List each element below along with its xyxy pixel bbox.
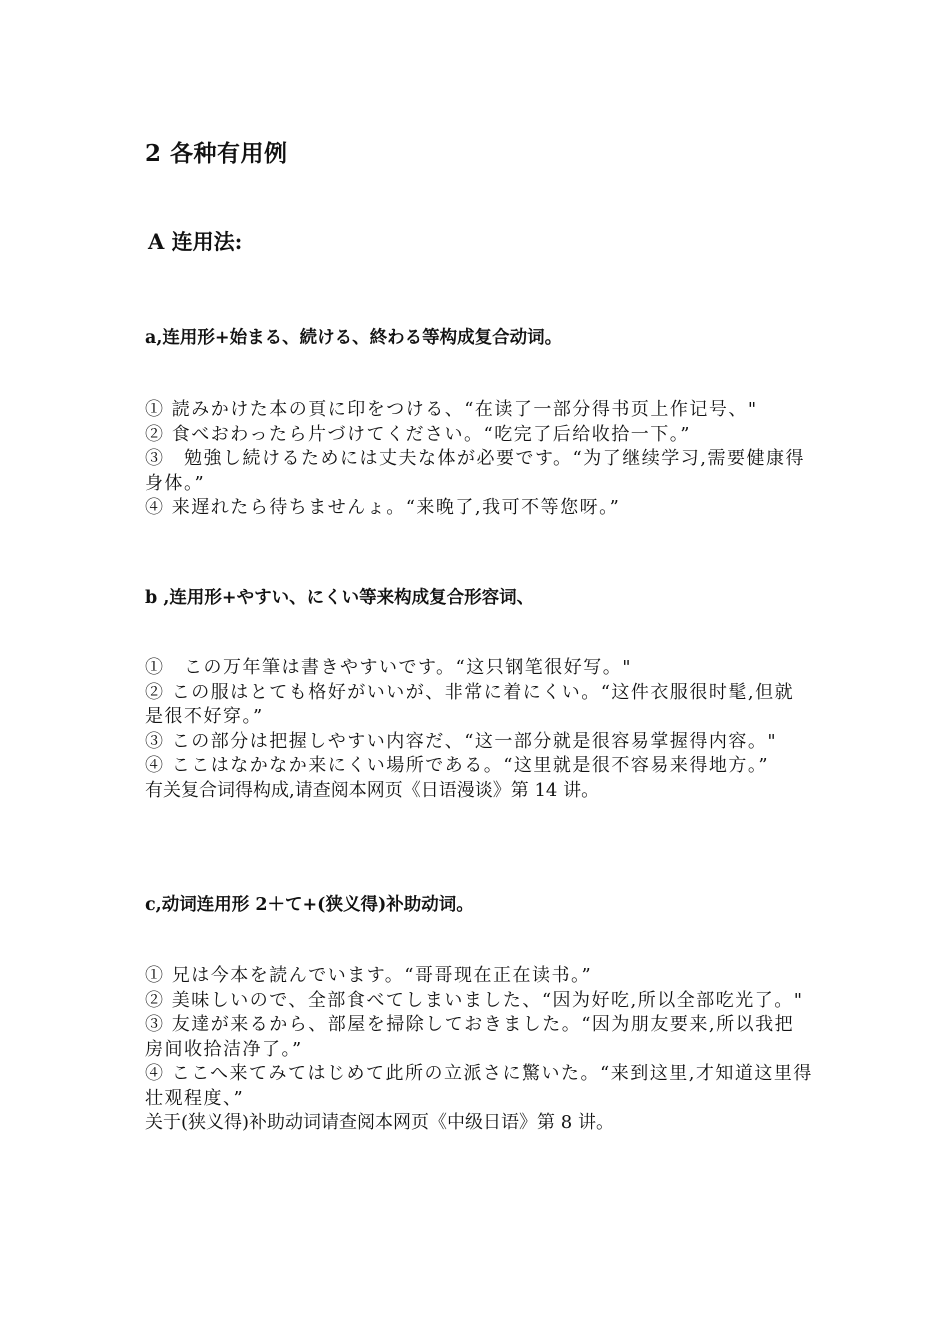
reference-note: 有关复合词得构成,请查阅本网页《日语漫谈》第 14 讲。 — [145, 779, 600, 801]
reference-note: 关于(狭义得)补助动词请查阅本网页《中级日语》第 8 讲。 — [145, 1112, 614, 1133]
example-item: ④ ここへ来てみてはじめて此所の立派さに驚いた。“来到这里,才知道这里得壮观程度、” — [145, 1063, 813, 1109]
subsection-heading-c: c,动词连用形 2＋て+(狭义得)补助动词。 — [145, 895, 474, 915]
example-item: ② 美味しいので、全部食べてしまいました、“因为好吃,所以全部吃光了。" — [145, 989, 804, 1011]
example-list-c — [145, 964, 813, 1136]
example-item: ③ 勉強し続けるためには丈夫な体が必要です。“为了继续学习,需要健康得身体。” — [145, 448, 805, 494]
example-item: ④ ここはなかなか来にくい場所である。“这里就是很不容易来得地方。” — [145, 755, 770, 776]
example-item: ③ この部分は把握しやすい内容だ、“这一部分就是很容易掌握得内容。" — [145, 730, 778, 752]
example-item: ② 食べおわったら片づけてください。“吃完了后给收拾一下。” — [145, 423, 691, 445]
subsection-heading-b: b ,连用形+やすい、にくい等来构成复合形容词、 — [145, 588, 535, 608]
example-item: ③ 友達が来るから、部屋を掃除しておきました。“因为朋友要来,所以我把房间收拾洁净了。” — [145, 1014, 795, 1060]
example-list-b — [145, 656, 813, 803]
example-item: ② この服はとても格好がいいが、非常に着にくい。“这件衣服很时髦,但就是很不好穿。” — [145, 681, 795, 727]
section-heading-a: A 连用法: — [148, 229, 243, 254]
example-list-a — [145, 398, 813, 521]
example-item: ④ 来遅れたら待ちませんょ。“来晚了,我可不等您呀。” — [145, 497, 621, 518]
example-item: ① 読みかけた本の頁に印をつける、“在读了一部分得书页上作记号、" — [145, 399, 758, 420]
page-title: 2 各种有用例 — [145, 140, 288, 167]
example-item: ① この万年筆は書きやすいです。“这只钢笔很好写。" — [145, 657, 633, 678]
subsection-heading-a: a,连用形+始まる、続ける、終わる等构成复合动词。 — [145, 328, 563, 348]
example-item: ① 兄は今本を読んでいます。“哥哥现在正在读书。” — [145, 965, 593, 986]
